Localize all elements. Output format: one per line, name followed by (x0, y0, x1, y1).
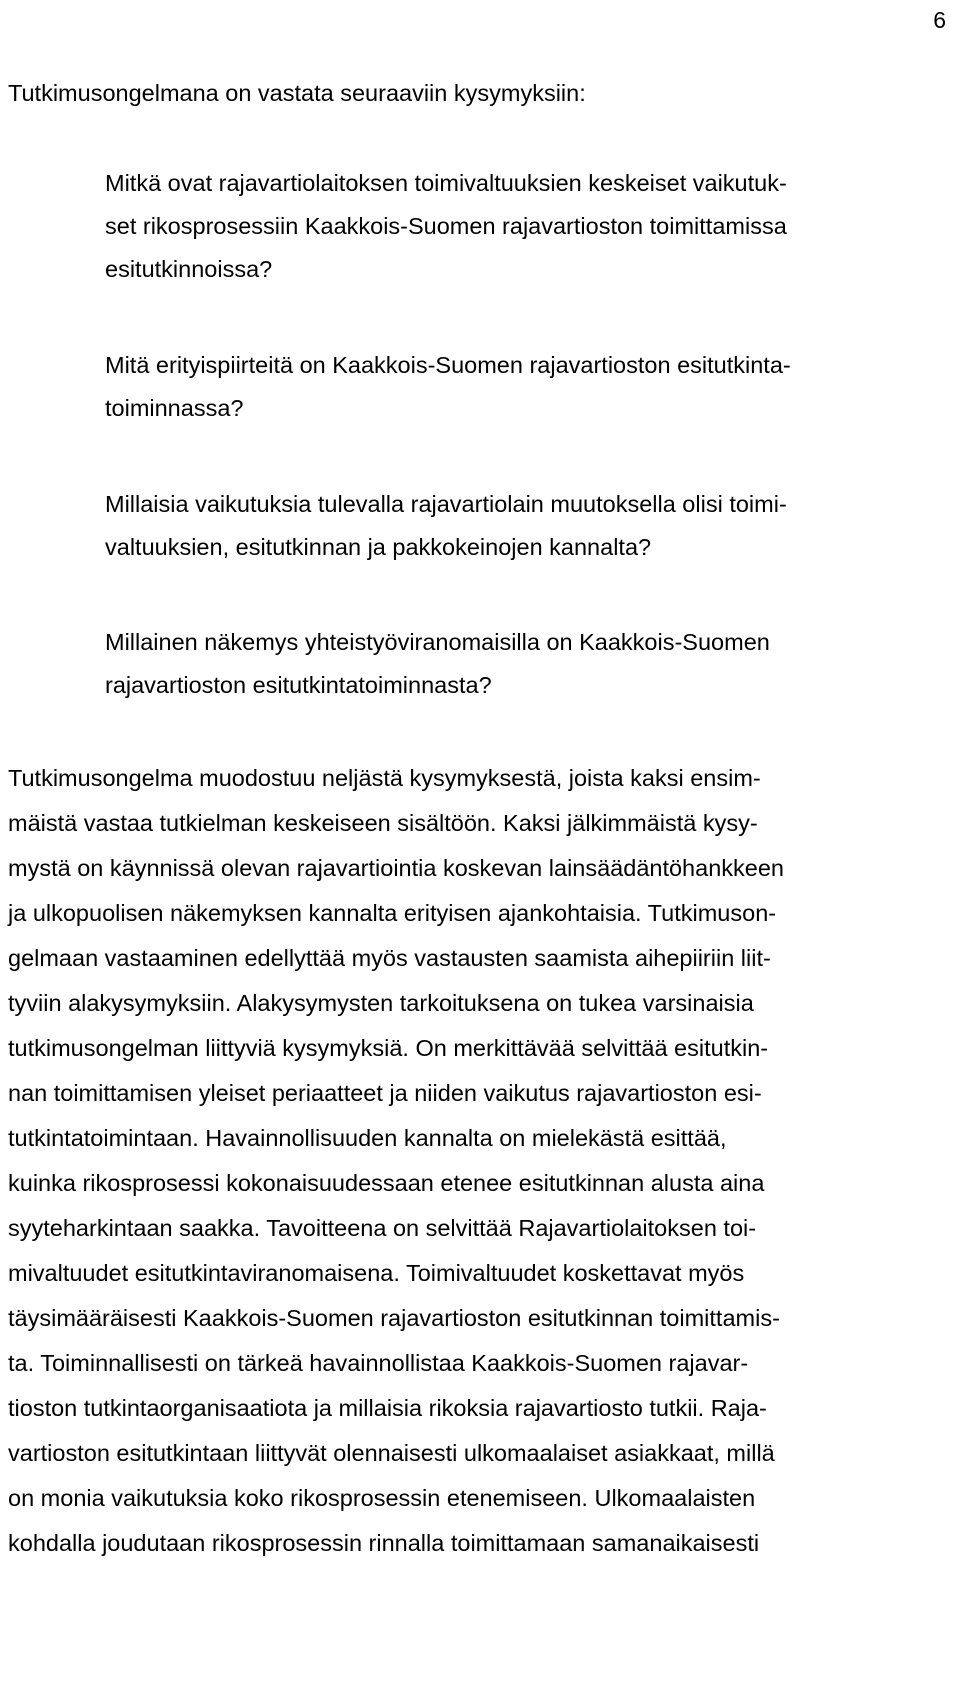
intro-text: Tutkimusongelmana on vastata seuraaviin kysymyksiin: (8, 80, 586, 106)
question-4-line-2: rajavartioston esitutkintatoiminnasta? (105, 672, 492, 698)
body-line-8: nan toimittamisen yleiset periaatteet ja niiden vaikutus rajavartioston esi- (8, 1080, 762, 1106)
body-line-5: gelmaan vastaaminen edellyttää myös vastausten saamista aihepiiriin liit- (8, 945, 771, 971)
body-line-3: mystä on käynnissä olevan rajavartiointia koskevan lainsäädäntöhankkeen (8, 855, 784, 881)
body-line-1: Tutkimusongelma muodostuu neljästä kysymyksestä, joista kaksi ensim- (8, 765, 761, 791)
question-2-line-2: toiminnassa? (105, 395, 244, 421)
body-line-15: tioston tutkintaorganisaatiota ja millaisia rikoksia rajavartiosto tutkii. Raja- (8, 1395, 767, 1421)
body-line-13: täysimääräisesti Kaakkois-Suomen rajavartioston esitutkinnan toimittamis- (8, 1305, 780, 1331)
question-1-line-1: Mitkä ovat rajavartiolaitoksen toimivaltuuksien keskeiset vaikutuk- (105, 170, 787, 196)
body-line-17: on monia vaikutuksia koko rikosprosessin etenemiseen. Ulkomaalaisten (8, 1485, 756, 1511)
page-number: 6 (933, 7, 946, 33)
body-line-7: tutkimusongelman liittyviä kysymyksiä. On merkittävää selvittää esitutkin- (8, 1035, 769, 1061)
question-1-line-3: esitutkinnoissa? (105, 256, 273, 282)
body-line-12: mivaltuudet esitutkintaviranomaisena. Toimivaltuudet koskettavat myös (8, 1260, 745, 1286)
body-line-2: mäistä vastaa tutkielman keskeiseen sisältöön. Kaksi jälkimmäistä kysy- (8, 810, 758, 836)
body-line-9: tutkintatoimintaan. Havainnollisuuden kannalta on mielekästä esittää, (8, 1125, 727, 1151)
body-line-14: ta. Toiminnallisesti on tärkeä havainnollistaa Kaakkois-Suomen rajavar- (8, 1350, 749, 1376)
question-2-line-1: Mitä erityispiirteitä on Kaakkois-Suomen rajavartioston esitutkinta- (105, 352, 791, 378)
body-line-11: syyteharkintaan saakka. Tavoitteena on selvittää Rajavartiolaitoksen toi- (8, 1215, 757, 1241)
body-line-10: kuinka rikosprosessi kokonaisuudessaan etenee esitutkinnan alusta aina (8, 1170, 765, 1196)
question-3-line-1: Millaisia vaikutuksia tulevalla rajavartiolain muutoksella olisi toimi- (105, 491, 787, 517)
question-3-line-2: valtuuksien, esitutkinnan ja pakkokeinojen kannalta? (105, 534, 652, 560)
question-1-line-2: set rikosprosessiin Kaakkois-Suomen rajavartioston toimittamissa (105, 213, 787, 239)
question-4-line-1: Millainen näkemys yhteistyöviranomaisilla on Kaakkois-Suomen (105, 629, 770, 655)
body-line-4: ja ulkopuolisen näkemyksen kannalta erityisen ajankohtaisia. Tutkimuson- (8, 900, 777, 926)
body-line-16: vartioston esitutkintaan liittyvät olennaisesti ulkomaalaiset asiakkaat, millä (8, 1440, 775, 1466)
body-line-6: tyviin alakysymyksiin. Alakysymysten tarkoituksena on tukea varsinaisia (8, 990, 754, 1016)
body-line-18: kohdalla joudutaan rikosprosessin rinnalla toimittamaan samanaikaisesti (8, 1530, 760, 1556)
